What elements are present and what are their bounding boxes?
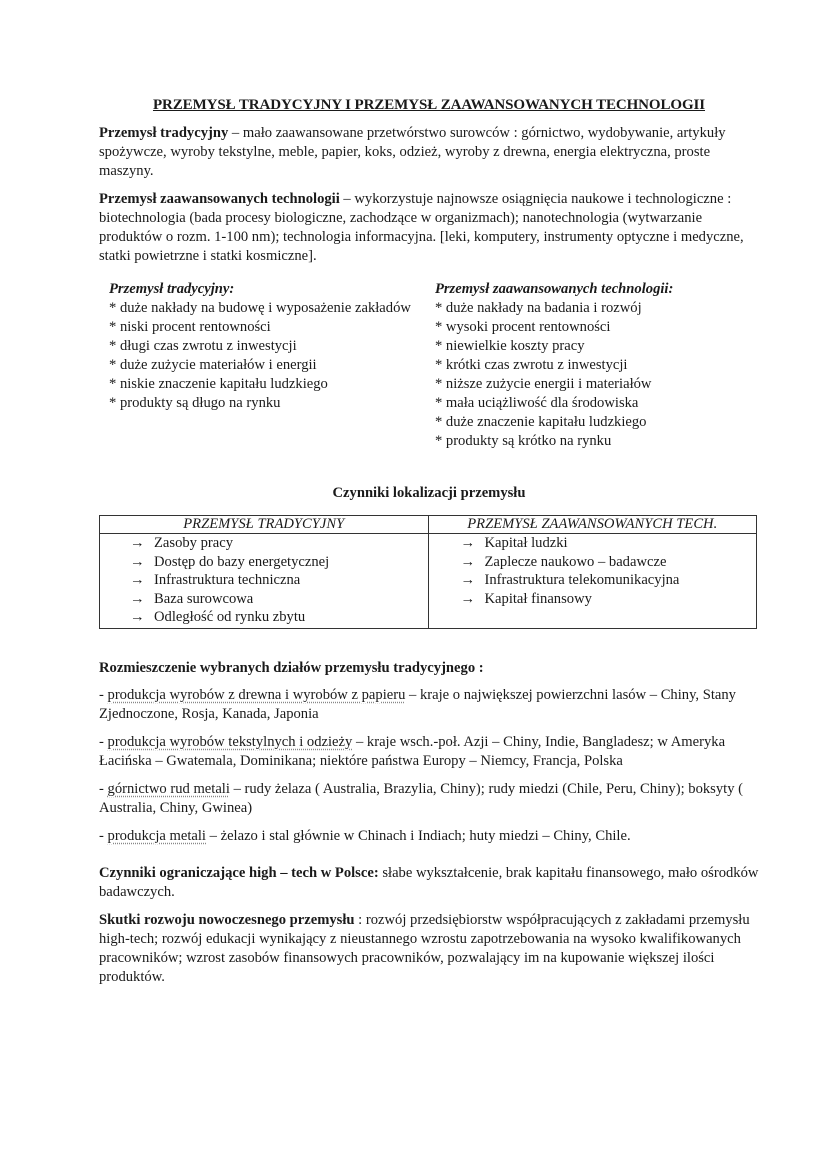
definition-traditional <box>99 124 759 181</box>
arrow-right-icon: → <box>130 553 145 570</box>
distribution-item: - produkcja wyrobów tekstylnych i odzieży – kraje wsch.-poł. Azji – Chiny, Indie, Bangladesz; w Ameryka Łacińska – Gwatemala, Dominikana; niektóre państwa Europy – Niemcy, Francja, Polska <box>99 733 726 769</box>
column-heading: Przemysł zaawansowanych technologii: <box>434 281 674 297</box>
document-page <box>99 96 759 996</box>
feature-item: * niskie znaczenie kapitału ludzkiego <box>109 376 328 392</box>
distribution-item: - produkcja wyrobów z drewna i wyrobów z papieru – kraje o największej powierzchni lasów – Chiny, Stany Zjednoczone, Rosja, Kanada, Japonia <box>99 686 736 722</box>
factor-item: → Zaplecze naukowo – badawcze <box>460 553 667 570</box>
feature-item: * duże znaczenie kapitału ludzkiego <box>434 414 647 430</box>
table-cell-hightech <box>428 534 757 629</box>
definition-term: Przemysł tradycyjny <box>99 125 229 141</box>
arrow-right-icon: → <box>130 590 145 607</box>
industry-branch: produkcja wyrobów tekstylnych i odzieży <box>107 733 353 750</box>
feature-item: * duże zużycie materiałów i energii <box>109 357 317 373</box>
factor-item: → Zasoby pracy <box>130 535 234 551</box>
factor-item: → Odległość od rynku zbytu <box>130 609 306 626</box>
feature-item: * duże nakłady na badania i rozwój <box>434 300 642 316</box>
effects: Skutki rozwoju nowoczesnego przemysłu : rozwój przedsiębiorstw współpracujących z zakładami przemysłu high-tech; rozwój edukacji wynikający z nieustannego wzrostu zapotrzebowania na wysoko kwalifikowanych pracowników; wzrost zasobów finansowych pracowników, pozwalający im na kupowanie większej ilości produktów. <box>99 911 750 985</box>
arrow-right-icon: → <box>130 609 145 626</box>
limiting-factors: Czynniki ograniczające high – tech w Polsce: słabe wykształcenie, brak kapitału finansowego, mało ośrodków badawczych. <box>99 864 759 900</box>
arrow-right-icon: → <box>130 535 145 551</box>
traditional-features <box>99 280 435 451</box>
feature-item: * duże nakłady na budowę i wyposażenie zakładów <box>109 300 411 316</box>
industry-branch: produkcja metali <box>107 827 206 844</box>
feature-item: * długi czas zwrotu z inwestycji <box>109 338 297 354</box>
factor-item: → Baza surowcowa <box>130 590 254 607</box>
feature-item: * mała uciążliwość dla środowiska <box>434 395 639 411</box>
location-factors-title: Czynniki lokalizacji przemysłu <box>332 485 526 501</box>
location-factors-table <box>99 515 757 629</box>
effects-term: Skutki rozwoju nowoczesnego przemysłu <box>99 911 355 928</box>
arrow-right-icon: → <box>460 572 476 589</box>
distribution-item: - górnictwo rud metali – rudy żelaza ( Australia, Brazylia, Chiny); rudy miedzi (Chile, Peru, Chiny); boksyty ( Australia, Chiny, Gwinea) <box>99 780 744 816</box>
definition-term: Przemysł zaawansowanych technologii <box>99 191 340 207</box>
feature-item: * wysoki procent rentowności <box>434 319 611 335</box>
arrow-right-icon: → <box>460 535 476 551</box>
column-heading: Przemysł tradycyjny: <box>109 281 235 297</box>
feature-item: * krótki czas zwrotu z inwestycji <box>434 357 628 373</box>
factor-item: → Kapitał finansowy <box>460 590 592 607</box>
arrow-right-icon: → <box>460 590 476 607</box>
factor-item: → Infrastruktura telekomunikacyjna <box>460 572 680 589</box>
table-header: PRZEMYSŁ ZAAWANSOWANYCH TECH. <box>428 516 757 534</box>
industry-branch: produkcja wyrobów z drewna i wyrobów z papieru <box>107 686 406 703</box>
feature-item: * niższe zużycie energii i materiałów <box>434 376 652 392</box>
document-title: PRZEMYSŁ TRADYCYJNY I PRZEMYSŁ ZAAWANSOWANYCH TECHNOLOGII <box>152 97 706 113</box>
factor-item: → Kapitał ludzki <box>460 535 568 551</box>
comparison-columns <box>99 280 759 451</box>
hightech-features <box>435 280 759 451</box>
feature-item: * produkty są krótko na rynku <box>434 433 612 449</box>
distribution-title: Rozmieszczenie wybranych działów przemysłu tradycyjnego : <box>99 659 484 676</box>
arrow-right-icon: → <box>460 553 476 570</box>
feature-item: * niewielkie koszty pracy <box>434 338 585 354</box>
limiting-factors-term: Czynniki ograniczające high – tech w Polsce: <box>99 864 379 881</box>
feature-item: * produkty są długo na rynku <box>109 395 281 411</box>
table-header: PRZEMYSŁ TRADYCYJNY <box>100 516 429 534</box>
factor-item: → Dostęp do bazy energetycznej <box>130 553 330 570</box>
definition-text: – mało zaawansowane przetwórstwo surowców : górnictwo, wydobywanie, artykuły spożywcze, wyroby tekstylne, meble, papier, koks, odzież, wyroby z drewna, energia elektryczna, proste maszyny. <box>99 125 726 179</box>
definition-text: – wykorzystuje najnowsze osiągnięcia naukowe i technologiczne : biotechnologia (bada procesy biologiczne, zachodzące w organizmach); nanotechnologia (wytwarzanie produktów o rozm. 1-100 nm); technologia informacyjna. [leki, komputery, instrumenty optyczne i medyczne, statki powietrzne i statki kosmiczne]. <box>99 191 744 264</box>
table-cell-traditional <box>100 534 429 629</box>
feature-item: * niski procent rentowności <box>109 319 271 335</box>
factor-item: → Infrastruktura techniczna <box>130 572 301 589</box>
arrow-right-icon: → <box>130 572 145 589</box>
distribution-item: - produkcja metali – żelazo i stal głównie w Chinach i Indiach; huty miedzi – Chiny, Chile. <box>99 827 631 844</box>
definition-hightech <box>99 190 759 266</box>
industry-branch: górnictwo rud metali <box>107 780 230 797</box>
